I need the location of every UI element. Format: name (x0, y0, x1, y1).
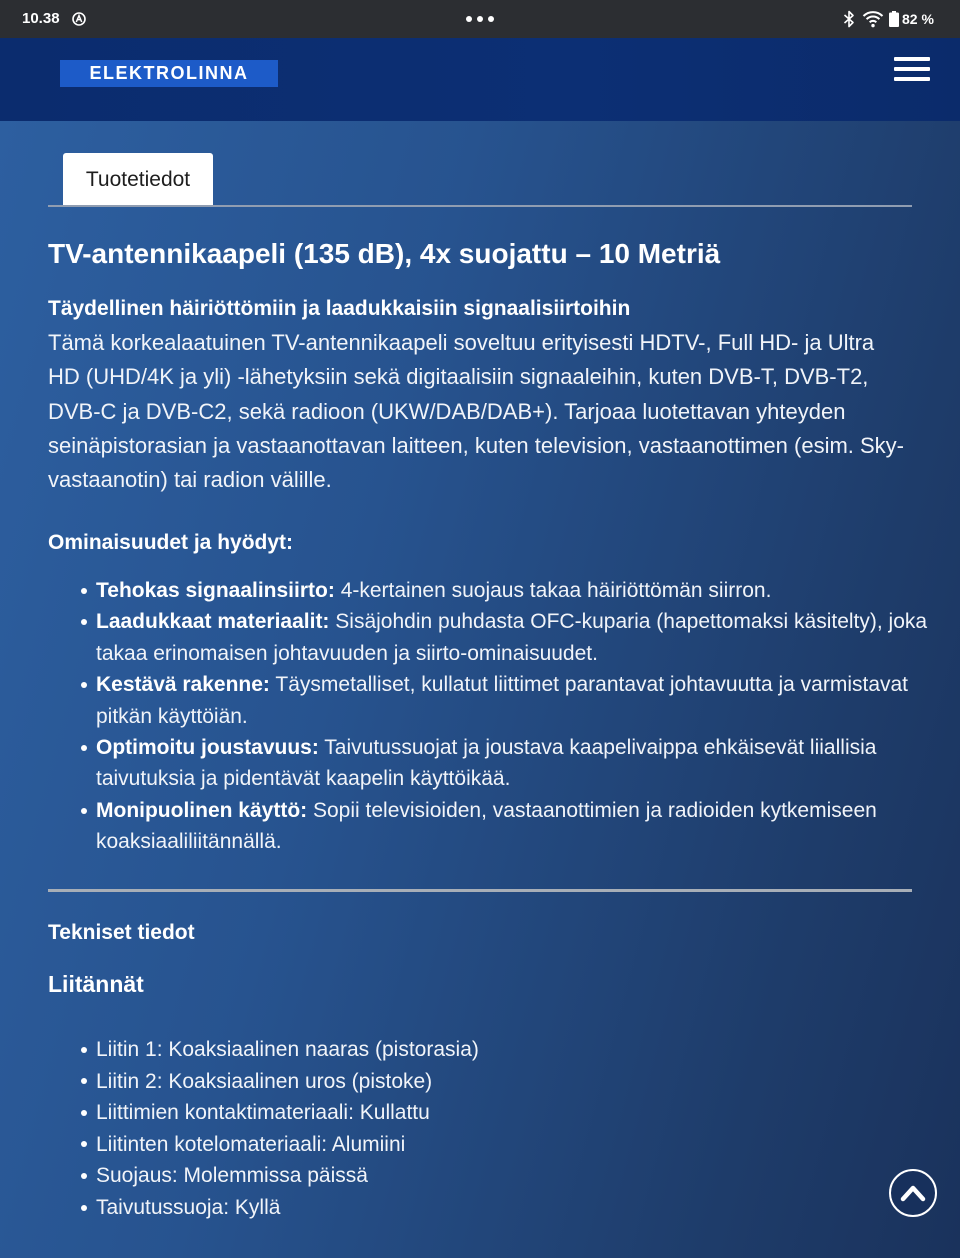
site-logo[interactable]: ELEKTROLINNA (60, 60, 278, 87)
battery-level: 82 % (902, 11, 934, 27)
bluetooth-icon (843, 10, 855, 28)
specs-subheading: Liitännät (48, 971, 144, 997)
more-options-icon (466, 16, 494, 22)
notification-icon (72, 12, 86, 26)
specs-list (96, 1034, 912, 1224)
spec-item: Suojaus: Molemmissa päissä (96, 1160, 912, 1192)
spec-item: Liittimien kontaktimateriaali: Kullattu (96, 1097, 912, 1129)
spec-item: Liitinten kotelomateriaali: Alumiini (96, 1129, 912, 1161)
main-content (0, 121, 960, 1258)
tab-product-info[interactable]: Tuotetiedot (63, 153, 213, 206)
scroll-to-top-button[interactable] (889, 1169, 937, 1217)
spec-item: Liitin 2: Koaksiaalinen uros (pistoke) (96, 1066, 912, 1098)
feature-text: Sisäjohdin puhdasta OFC-kuparia (hapettomaksi käsitelty), joka takaa erinomaisen johtavuuden ja siirto-ominaisuudet. (96, 610, 928, 665)
tab-underline (48, 205, 912, 207)
spec-item: Taivutussuoja: Kyllä (96, 1192, 912, 1224)
feature-item (96, 669, 936, 732)
feature-label: Tehokas signaalinsiirto: (96, 579, 335, 602)
product-title: TV-antennikaapeli (135 dB), 4x suojattu – 10 Metriä (48, 238, 721, 269)
feature-text: 4-kertainen suojaus takaa häiriöttömän siirron. (340, 579, 772, 602)
feature-text: Täysmetalliset, kullatut liittimet parantavat johtavuutta ja varmistavat pitkän käyttöiän. (96, 673, 909, 728)
section-divider (48, 889, 912, 892)
product-details (48, 121, 928, 1258)
site-header (0, 38, 960, 121)
chevron-up-icon (889, 1169, 937, 1217)
feature-label: Monipuolinen käyttö: (96, 798, 308, 822)
features-list (96, 575, 936, 858)
wifi-icon (862, 10, 884, 28)
feature-label: Laadukkaat materiaalit: (96, 610, 330, 634)
specs-heading: Tekniset tiedot (48, 921, 195, 944)
features-heading: Ominaisuudet ja hyödyt: (48, 531, 294, 554)
product-subtitle: Täydellinen häiriöttömiin ja laadukkaisiin signaalisiirtoihin (48, 297, 631, 320)
feature-text: Sopii televisioiden, vastaanottimien ja radioiden kytkemiseen koaksiaaliliitännällä. (96, 798, 877, 854)
feature-label: Optimoitu joustavuus: (96, 736, 319, 760)
feature-item (96, 795, 936, 858)
status-time: 10.38 (22, 10, 60, 27)
battery-icon (889, 11, 899, 27)
feature-label: Kestävä rakenne: (96, 673, 270, 697)
status-bar (0, 0, 960, 38)
menu-icon[interactable] (894, 57, 930, 81)
feature-item (96, 732, 936, 795)
feature-item (96, 575, 936, 606)
feature-text: Taivutussuojat ja joustava kaapelivaippa ehkäisevät liiallisia taivutuksia ja pidentävät kaapelin käyttöikää. (96, 736, 877, 791)
spec-item: Liitin 1: Koaksiaalinen naaras (pistorasia) (96, 1034, 912, 1066)
product-description: Tämä korkealaatuinen TV-antennikaapeli soveltuu erityisesti HDTV-, Full HD- ja Ultra HD (UHD/4K ja yli) -lähetyksiin sekä digitaalisiin signaaleihin, kuten DVB-T, DVB-T2, DVB-C ja DVB-C2, sekä radioon (UKW/DAB/DAB+). Tarjoaa luotettavan yhteyden seinäpistorasian ja vastaanottavan laitteen, kuten television, vastaanottimen (esim. Sky-vastaanotin) tai radion välille. (48, 330, 905, 492)
feature-item (96, 606, 936, 669)
